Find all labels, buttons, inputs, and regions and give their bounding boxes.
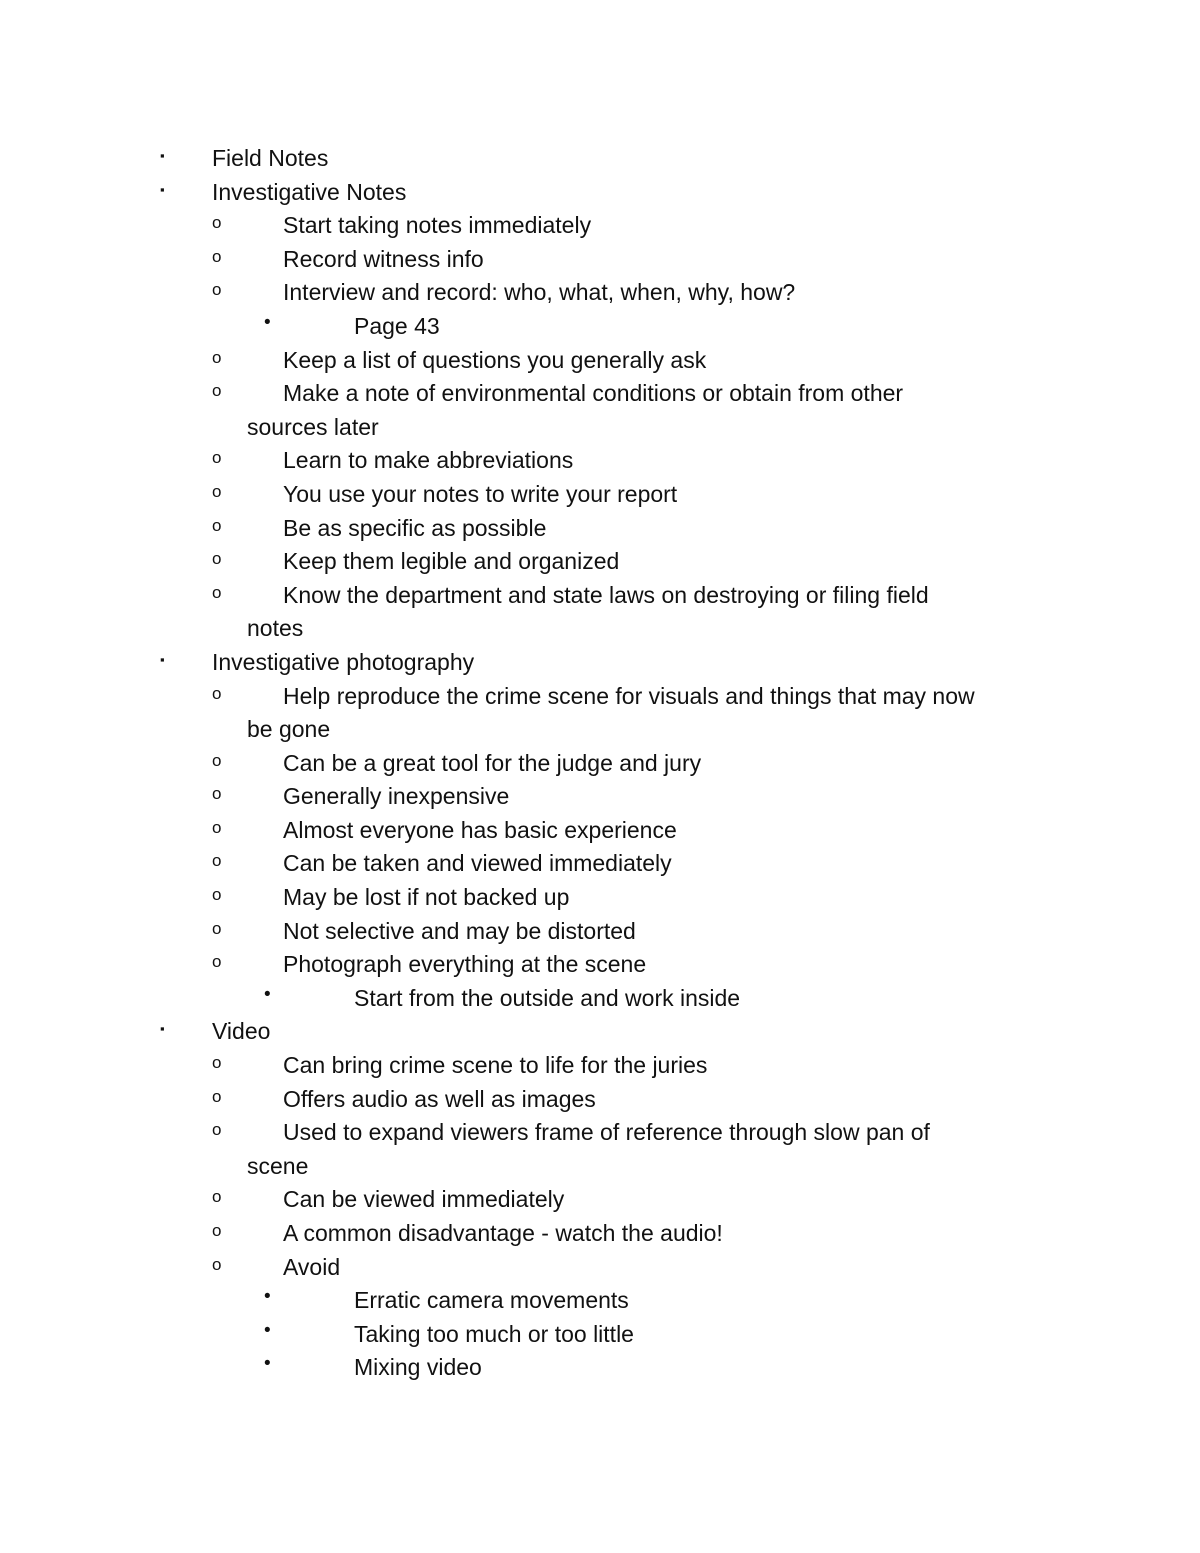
outline-item-level-2 <box>0 982 1200 1016</box>
outline-item-text: Almost everyone has basic experience <box>283 816 677 843</box>
outline-item-level-1 <box>0 1251 1200 1285</box>
outline-item-text: Avoid <box>283 1253 341 1280</box>
outline-item-text: Mixing video <box>354 1354 482 1381</box>
circle-bullet-icon: o <box>212 1254 222 1274</box>
outline-item-text: Know the department and state laws on destroying or filing field <box>283 581 929 608</box>
outline-item-text: You use your notes to write your report <box>283 480 678 507</box>
outline-line-continuation <box>0 612 1200 646</box>
circle-bullet-icon: o <box>212 1053 222 1073</box>
outline-item-text: Offers audio as well as images <box>283 1085 596 1112</box>
outline-item-text: Can be a great tool for the judge and jury <box>283 749 702 776</box>
outline-item-level-1 <box>0 344 1200 378</box>
outline-item-text: Help reproduce the crime scene for visuals and things that may now <box>283 682 975 709</box>
outline-item-level-1 <box>0 1083 1200 1117</box>
circle-bullet-icon: o <box>212 784 222 804</box>
circle-bullet-icon: o <box>212 750 222 770</box>
outline-item-level-1 <box>0 512 1200 546</box>
outline-item-text: Investigative Notes <box>212 178 407 205</box>
circle-bullet-icon: o <box>212 280 222 300</box>
outline-item-text: Can bring crime scene to life for the juries <box>283 1052 708 1079</box>
square-bullet-icon: ▪ <box>160 651 165 667</box>
outline-item-text: Photograph everything at the scene <box>283 951 647 978</box>
circle-bullet-icon: o <box>212 952 222 972</box>
outline-item-text: Start from the outside and work inside <box>354 984 741 1011</box>
outline-item-level-1 <box>0 1217 1200 1251</box>
outline-item-level-1 <box>0 1049 1200 1083</box>
outline-item-text: Start taking notes immediately <box>283 212 592 239</box>
outline-line-continuation <box>0 411 1200 445</box>
outline-item-level-1 <box>0 847 1200 881</box>
outline-item-text: Record witness info <box>283 245 484 272</box>
circle-bullet-icon: o <box>212 549 222 569</box>
outline-item-level-1 <box>0 680 1200 714</box>
outline-item-level-1 <box>0 545 1200 579</box>
square-bullet-icon: ▪ <box>160 148 165 163</box>
outline-item-text: A common disadvantage - watch the audio! <box>283 1220 723 1246</box>
square-bullet-icon: ▪ <box>160 1021 165 1037</box>
circle-bullet-icon: o <box>212 851 222 871</box>
outline-item-level-1 <box>0 444 1200 478</box>
outline-item-text: Interview and record: who, what, when, why, how? <box>283 279 796 306</box>
outline-item-level-1 <box>0 881 1200 915</box>
circle-bullet-icon: o <box>212 448 222 468</box>
dot-bullet-icon: • <box>264 1286 271 1308</box>
outline-item-text: sources later <box>247 413 379 440</box>
outline-item-text: Can be viewed immediately <box>283 1186 565 1213</box>
outline-item-level-1 <box>0 1183 1200 1217</box>
outline-line-continuation <box>0 1150 1200 1184</box>
dot-bullet-icon: • <box>264 311 271 333</box>
outline-item-text: Generally inexpensive <box>283 783 510 810</box>
outline-item-text: Keep them legible and organized <box>283 548 620 575</box>
outline-item-level-0 <box>0 1015 1200 1049</box>
outline-item-text: Video <box>212 1018 271 1045</box>
outline-item-level-0 <box>0 176 1200 210</box>
outline-item-level-1 <box>0 747 1200 781</box>
outline-item-text: Be as specific as possible <box>283 514 547 541</box>
outline-item-text: be gone <box>247 716 331 743</box>
outline-item-level-1 <box>0 1116 1200 1150</box>
outline-item-level-1 <box>0 209 1200 243</box>
outline-item-level-1 <box>0 276 1200 310</box>
outline-item-text: scene <box>247 1152 309 1179</box>
circle-bullet-icon: o <box>212 1221 222 1240</box>
outline-item-text: Erratic camera movements <box>354 1287 629 1314</box>
outline-item-text: Keep a list of questions you generally ask <box>283 346 707 373</box>
circle-bullet-icon: o <box>212 1120 222 1140</box>
outline-item-text: Field Notes <box>212 145 329 171</box>
outline-item-level-1 <box>0 948 1200 982</box>
outline-item-text: Page 43 <box>354 312 440 339</box>
outline-item-level-1 <box>0 915 1200 949</box>
circle-bullet-icon: o <box>212 515 222 535</box>
document-body <box>0 142 1200 1385</box>
outline-item-level-2 <box>0 310 1200 344</box>
outline-item-text: May be lost if not backed up <box>283 884 570 911</box>
circle-bullet-icon: o <box>212 481 222 501</box>
circle-bullet-icon: o <box>212 246 222 266</box>
outline-item-text: Investigative photography <box>212 648 475 675</box>
outline-item-text: Used to expand viewers frame of reference through slow pan of <box>283 1119 930 1146</box>
dot-bullet-icon: • <box>264 1319 271 1341</box>
outline-line-continuation <box>0 713 1200 747</box>
circle-bullet-icon: o <box>212 683 222 703</box>
outline-item-text: Learn to make abbreviations <box>283 447 574 474</box>
dot-bullet-icon: • <box>264 1353 271 1375</box>
circle-bullet-icon: o <box>212 1086 222 1106</box>
dot-bullet-icon: • <box>264 983 271 1005</box>
outline-item-level-2 <box>0 1284 1200 1318</box>
outline-item-level-1 <box>0 814 1200 848</box>
circle-bullet-icon: o <box>212 918 222 938</box>
outline-item-text: notes <box>247 615 304 642</box>
circle-bullet-icon: o <box>212 347 222 367</box>
circle-bullet-icon: o <box>212 1187 222 1207</box>
outline-item-level-1 <box>0 243 1200 277</box>
outline-item-level-0 <box>0 142 1200 176</box>
outline-item-level-1 <box>0 478 1200 512</box>
circle-bullet-icon: o <box>212 817 222 837</box>
square-bullet-icon: ▪ <box>160 181 165 197</box>
outline-item-text: Can be taken and viewed immediately <box>283 850 672 877</box>
outline-item-level-2 <box>0 1351 1200 1385</box>
outline-item-text: Taking too much or too little <box>354 1320 634 1347</box>
outline-item-level-2 <box>0 1318 1200 1352</box>
outline-item-level-1 <box>0 579 1200 613</box>
outline-item-level-1 <box>0 780 1200 814</box>
outline-item-level-1 <box>0 377 1200 411</box>
outline-item-text: Not selective and may be distorted <box>283 917 636 944</box>
circle-bullet-icon: o <box>212 885 222 905</box>
circle-bullet-icon: o <box>212 582 222 602</box>
circle-bullet-icon: o <box>212 213 222 233</box>
outline-item-level-0 <box>0 646 1200 680</box>
outline-item-text: Make a note of environmental conditions or obtain from other <box>283 380 904 407</box>
circle-bullet-icon: o <box>212 381 222 401</box>
